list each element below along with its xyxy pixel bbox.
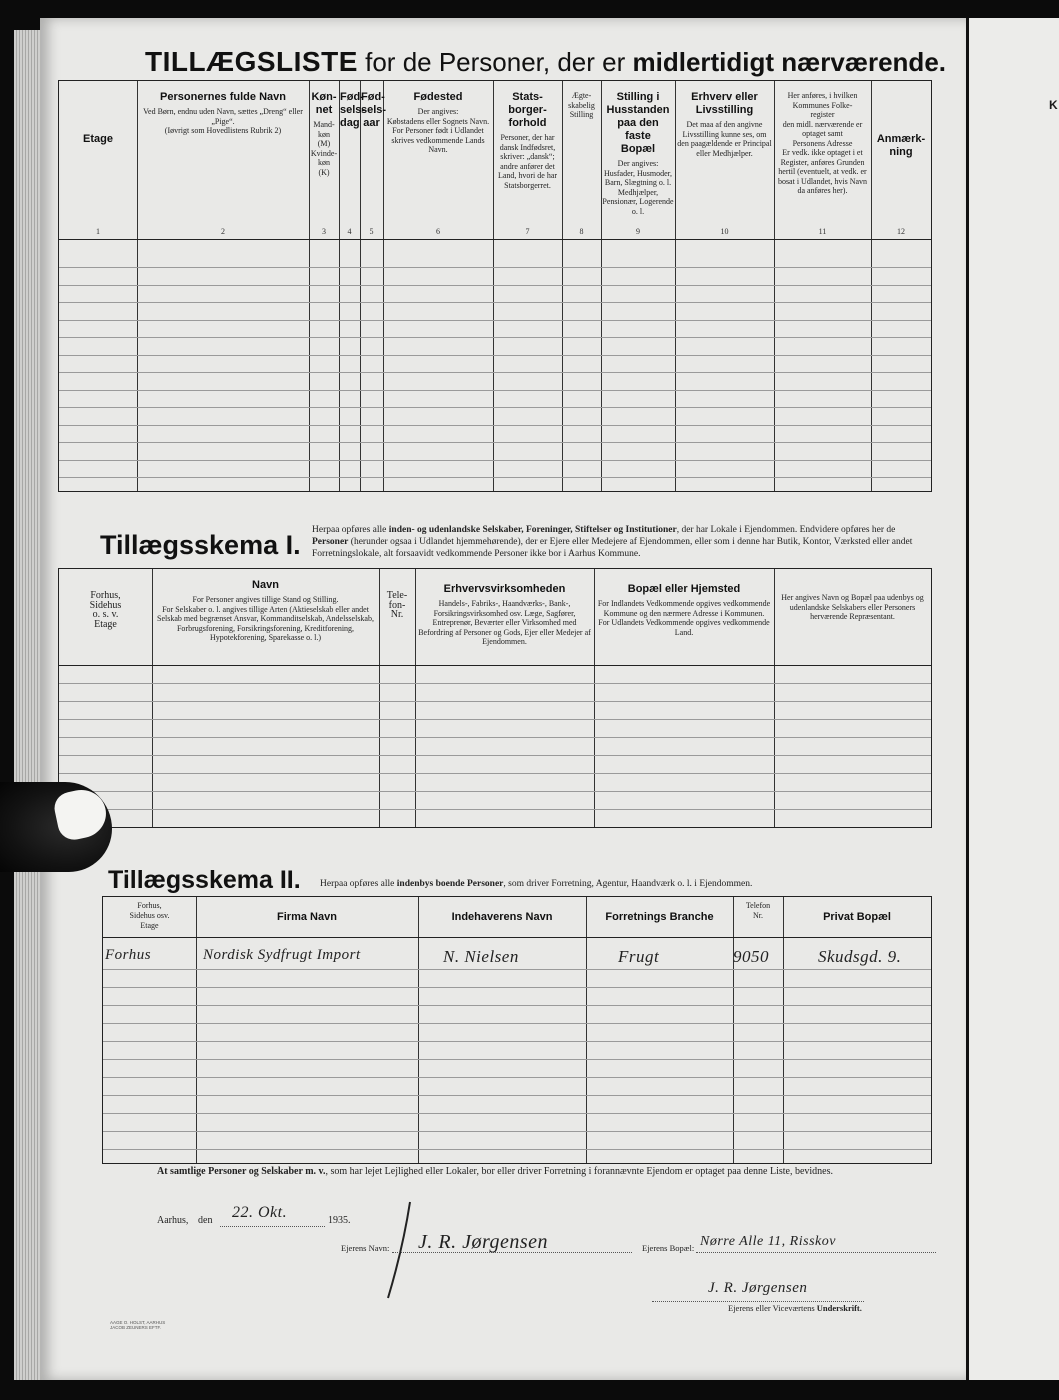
t1-row-line [59, 355, 931, 356]
s2-row-line [103, 1059, 931, 1060]
s1-header-col-4 [418, 583, 591, 647]
t1-row-line [59, 337, 931, 338]
skema2-title: Tillægsskema II. [108, 866, 301, 894]
owner-address-label: Ejerens Bopæl: [642, 1243, 695, 1253]
s2-header-title: Firma Navn [277, 911, 337, 923]
s2-header-title: Indehaverens Navn [451, 911, 553, 923]
s1-col-divider [594, 569, 595, 827]
s1-header-title: Bopæl eller Hjemsted [627, 583, 741, 595]
s1-header-col-5 [597, 583, 771, 637]
s2-row-line [103, 1077, 931, 1078]
printer-imprint [110, 1320, 165, 1330]
year-label: 1935. [328, 1215, 351, 1226]
title-tillaegsliste: TILLÆGSLISTE [145, 46, 358, 77]
t1-row-line [59, 407, 931, 408]
declaration-part: At samtlige Personer og Selskaber m. v. [157, 1166, 326, 1177]
t1-col-number: 6 [436, 227, 440, 236]
t1-header-sub: Ved Børn, endnu uden Navn, sættes „Dreng“ eller „Pige“. (Iøvrigt som Hovedlistens Rubrik 2) [143, 107, 303, 135]
signature-handwritten: J. R. Jørgensen [708, 1280, 808, 1296]
entry-telefon: 9050 [733, 947, 769, 966]
t1-header-sub: Personer, der har dansk Indfødsret, skriver: „dansk“; andre anfører det Land, hvori de har Statsborgerret. [497, 133, 558, 190]
skema1-desc-part: (herunder ogsaa i Udlandet hjemmehørende), der er Ejere eller Medejere af Ejendommen, eller som i denne har Butik, Kontor, Værksted eller andet Forretningslokale, alt forsaavidt vedkommende Personer ikke bor i Aarhus Kommune. [312, 537, 913, 559]
t1-col-number: 1 [96, 227, 100, 236]
t1-header-col-5 [361, 91, 387, 133]
s1-header-sub: Tele- fon- Nr. [386, 590, 408, 620]
s2-row-line [103, 1023, 931, 1024]
s2-row-line [103, 1113, 931, 1114]
declaration-text [157, 1166, 833, 1177]
t1-header-col-9 [602, 91, 674, 216]
signature-label-part: Underskrift. [816, 1303, 862, 1313]
s1-col-divider [774, 569, 775, 827]
t1-header-title: Stats- borger- forhold [508, 91, 547, 129]
t1-header-divider [59, 239, 931, 240]
t1-header-title: Stilling i Husstanden paa den faste Bopæl [606, 91, 670, 155]
thumb [0, 782, 112, 872]
t1-header-col-10 [676, 91, 773, 158]
s1-row-line [59, 701, 931, 702]
t1-col-number: 7 [525, 227, 530, 236]
t1-header-col-4 [340, 91, 366, 133]
t1-col-number: 4 [347, 227, 352, 236]
owner-address-handwritten: Nørre Alle 11, Risskov [700, 1234, 836, 1249]
skema2-desc-part: , som driver Forretning, Agentur, Haandværk o. l. i Ejendommen. [503, 879, 753, 889]
s1-header-sub: For Personer angives tillige Stand og Stilling. For Selskaber o. l. angives tillige Arten (Aktieselskab eller andet Selskab med begrænset Ansvar, Kommanditselskab, Andelsselskab, Forbrugsforening, Forsikringsforening, Kreditforening, Hypotekforening, Sparekasse o. l.) [157, 595, 374, 642]
s2-header-title: Forretnings Branche [605, 911, 714, 923]
skema1-desc-part: inden- og udenlandske Selskaber, Foreninger, Stiftelser og Institutioner [388, 525, 677, 535]
s1-col-divider [379, 569, 380, 827]
s1-header-col-6 [777, 593, 928, 622]
t1-header-col-2 [138, 91, 308, 136]
t1-col-number: 8 [579, 227, 584, 236]
t1-row-line [59, 390, 931, 391]
t1-header-col-3 [310, 91, 338, 177]
s2-row-line [103, 969, 931, 970]
owner-name-label: Ejerens Navn: [341, 1243, 390, 1253]
s2-row-line [103, 1005, 931, 1006]
t1-col-divider [137, 81, 138, 491]
skema2-desc-part: Herpaa opføres alle [320, 879, 397, 889]
t1-col-divider [562, 81, 563, 491]
skema2-table [102, 896, 932, 1164]
s1-row-line [59, 809, 931, 810]
t1-row-line [59, 285, 931, 286]
skema1-title: Tillægsskema I. [100, 530, 301, 560]
s2-header-col-4 [586, 911, 733, 927]
s1-header-col-3 [382, 591, 412, 620]
entry-firma: Nordisk Sydfrugt Import [203, 947, 361, 963]
entry-bopael: Skudsgd. 9. [818, 947, 902, 966]
signature-label-part: Ejerens eller Viceværtens [728, 1303, 817, 1313]
t1-col-divider [339, 81, 340, 491]
form-page [40, 18, 966, 1380]
t1-header-sub: Der angives: Husfader, Husmoder, Barn, Slægtning o. l. Medhjælper, Pensionær, Logerende o. l. [602, 159, 674, 216]
s1-header-sub: For Indlandets Vedkommende opgives vedkommende Kommune og den nærmere Adresse i Kommunen. For Udlandets Vedkommende opgives vedkommende Land. [597, 599, 771, 637]
entry-indehaver: N. Nielsen [443, 947, 519, 966]
s2-row-line [103, 987, 931, 988]
s1-row-line [59, 719, 931, 720]
t1-col-number: 9 [636, 227, 640, 236]
t1-header-col-7 [494, 91, 561, 190]
s1-header-title: Navn [252, 579, 279, 591]
t1-header-col-11 [775, 91, 870, 196]
t1-header-title: Personernes fulde Navn [160, 91, 286, 103]
skema2-description [320, 878, 940, 890]
t1-col-number: 12 [897, 227, 905, 236]
page-stack-edge [14, 30, 40, 1380]
skema1-desc-part: , der har Lokale i Ejendommen. Endvidere opføres her de [676, 525, 896, 535]
adjacent-page [966, 18, 1059, 1380]
s2-header-title: Forhus, Sidehus osv. Etage [129, 901, 170, 930]
skema1-desc-part: Personer [312, 537, 349, 547]
s2-header-divider [103, 937, 931, 938]
t1-col-divider [360, 81, 361, 491]
entry-branche: Frugt [618, 947, 660, 966]
s1-header-sub: Forhus, Sidehus o. s. v. Etage [89, 590, 122, 630]
s2-header-col-2 [196, 911, 418, 927]
city-label: Aarhus, [157, 1215, 189, 1226]
tillaegsliste-table [58, 80, 932, 492]
s2-row-line [103, 1041, 931, 1042]
s1-header-divider [59, 665, 931, 666]
s1-row-line [59, 773, 931, 774]
skema1-desc-part: Herpaa opføres alle [312, 525, 389, 535]
entry-etage: Forhus [105, 947, 152, 963]
adjacent-page-text: K [1049, 98, 1058, 112]
t1-row-line [59, 460, 931, 461]
title-bold: midlertidigt nærværende. [632, 47, 946, 77]
t1-header-sub: Mand- køn (M) Kvinde- køn (K) [310, 120, 338, 177]
s1-row-line [59, 791, 931, 792]
s1-header-sub: Her angives Navn og Bopæl paa udenbys og udenlandske Selskabers eller Personers herværende Repræsentant. [781, 593, 924, 621]
owner-name-handwritten: J. R. Jørgensen [418, 1231, 549, 1253]
owner-address-line [696, 1252, 936, 1253]
s2-row-line [103, 1095, 931, 1096]
t1-header-col-8 [563, 91, 600, 120]
date-handwritten: 22. Okt. [232, 1204, 288, 1221]
skema1-table [58, 568, 932, 828]
den-label: den [198, 1215, 213, 1226]
t1-header-title: Etage [83, 133, 113, 145]
t1-header-title: Køn- net [311, 91, 337, 116]
s1-row-line [59, 755, 931, 756]
t1-header-col-12 [872, 133, 930, 162]
t1-header-col-6 [384, 91, 492, 155]
page-title [145, 46, 946, 78]
t1-row-line [59, 320, 931, 321]
t1-col-number: 3 [322, 227, 326, 236]
t1-header-sub: Der angives: Købstadens eller Sognets Navn. For Personer født i Udlandet skrives vedkommende Lands Navn. [386, 107, 490, 154]
t1-header-sub: Her anføres, i hvilken Kommunes Folke- register den midl. nærværende er optaget samt Personens Adresse Er vedk. ikke optaget i et Register, anføres Grunden hertil (eventuelt, at vedk. er bosat i Udlandet, hvis Navn da anføres her). [777, 91, 868, 195]
signature-label [728, 1303, 862, 1313]
t1-header-sub: Ægte- skabelig Stilling [568, 91, 595, 119]
s1-row-line [59, 737, 931, 738]
t1-header-title: Fød- sels- aar [361, 91, 387, 129]
s2-header-title: Telefon Nr. [745, 901, 771, 920]
s1-header-title: Erhvervsvirksomheden [443, 583, 566, 595]
t1-col-number: 5 [369, 227, 374, 236]
s2-row-line [103, 1149, 931, 1150]
t1-row-line [59, 302, 931, 303]
pen-stroke [370, 1198, 420, 1308]
skema2-desc-part: indenbys boende Personer [396, 879, 504, 889]
printer-text: AAGE O. HOLST, AARHUS JACOB ZEUNERS EFTF. [110, 1320, 166, 1330]
s1-row-line [59, 683, 931, 684]
t1-row-line [59, 477, 931, 478]
title-middle: for de Personer, der er [365, 47, 626, 77]
s2-header-title: Privat Bopæl [823, 911, 891, 923]
t1-header-title: Fødested [413, 91, 463, 103]
t1-col-number: 2 [221, 227, 225, 236]
s1-col-divider [415, 569, 416, 827]
s1-header-col-1 [62, 591, 149, 629]
t1-col-number: 10 [720, 227, 729, 236]
t1-header-title: Erhverv eller Livsstilling [691, 91, 758, 116]
skema1-description [312, 524, 930, 560]
date-line [220, 1226, 325, 1227]
t1-row-line [59, 425, 931, 426]
s2-header-col-5 [733, 901, 783, 921]
t1-header-sub: Det maa af den angivne Livsstilling kunne ses, om den paagældende er Principal eller Medhjælper. [677, 120, 772, 158]
s1-header-sub: Handels-, Fabriks-, Haandværks-, Bank-, Forsikringsvirksomhed osv. Læge, Sagfører, Entreprenør, Beværter eller Virksomhed med Befordring af Personer og Gods, Ejer eller Medejer af Ejendommen. [418, 599, 591, 646]
s2-row-line [103, 1131, 931, 1132]
signature-line [652, 1301, 864, 1302]
s2-header-col-3 [418, 911, 586, 927]
s2-header-col-1 [103, 901, 196, 931]
t1-row-line [59, 442, 931, 443]
t1-row-line [59, 267, 931, 268]
t1-header-col-1 [60, 133, 136, 149]
t1-row-line [59, 372, 931, 373]
s1-header-col-2 [155, 579, 376, 643]
s1-col-divider [152, 569, 153, 827]
t1-header-title: Anmærk- ning [876, 133, 926, 158]
t1-col-number: 11 [818, 227, 827, 236]
declaration-part: , som har lejet Lejlighed eller Lokaler, bor eller driver Forretning i forannævnte Ejendom er optaget paa denne Liste, bevidnes. [325, 1166, 833, 1177]
s2-header-col-6 [783, 911, 931, 927]
t1-header-title: Fød- sels- dag [340, 91, 366, 129]
